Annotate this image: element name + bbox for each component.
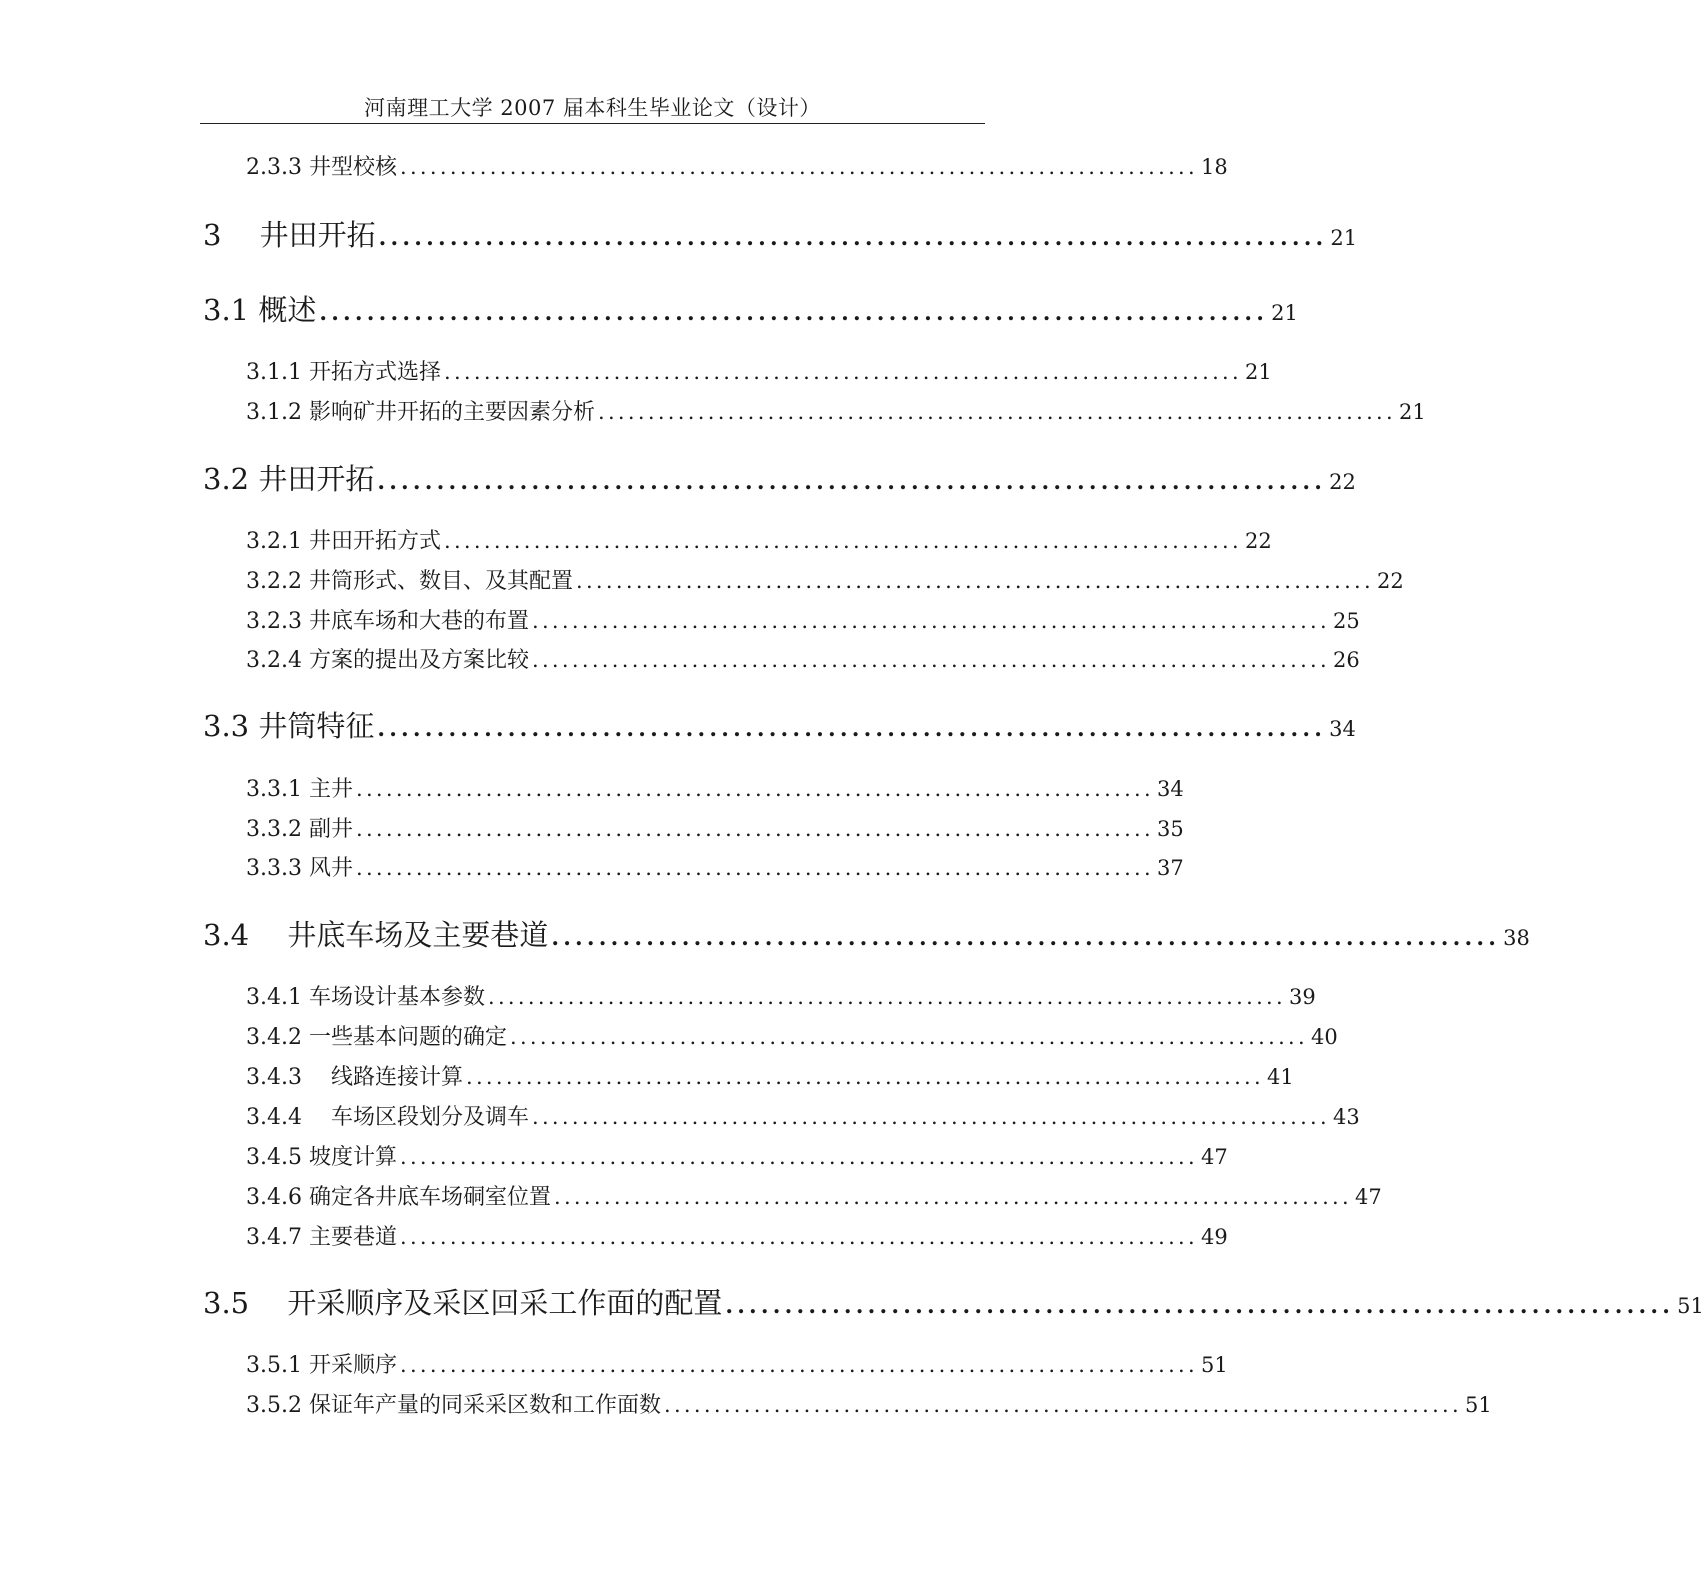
dot-leader: ................................................................................ — [377, 716, 1327, 742]
toc-entry-label: 3.4 井底车场及主要巷道 — [203, 918, 549, 952]
toc-entry[interactable] — [246, 980, 1316, 1011]
dot-leader: ................................................................................ — [378, 225, 1328, 251]
toc-entry-page: 35 — [1157, 817, 1184, 841]
header-rule — [200, 123, 985, 124]
toc-entry-page: 40 — [1311, 1025, 1338, 1049]
toc-entry-label: 2.3.3 井型校核 — [246, 155, 397, 180]
toc-entry-page: 47 — [1201, 1145, 1228, 1169]
toc-entry-label: 3.2.3 井底车场和大巷的布置 — [246, 609, 529, 634]
dot-leader: ................................................................................ — [465, 1065, 1265, 1089]
toc-entry-label: 3 井田开拓 — [203, 218, 376, 252]
toc-entry[interactable] — [246, 1100, 1360, 1131]
toc-entry[interactable] — [246, 150, 1228, 181]
toc-entry-page: 21 — [1330, 226, 1358, 250]
toc-entry-page: 49 — [1201, 1225, 1228, 1249]
dot-leader: ................................................................................ — [443, 529, 1243, 553]
dot-leader: ................................................................................ — [531, 609, 1331, 633]
toc-entry-page: 22 — [1329, 470, 1356, 494]
toc-entry[interactable] — [203, 288, 1298, 329]
toc-entry-label: 3.1.1 开拓方式选择 — [246, 360, 441, 385]
toc-entry-page: 34 — [1329, 717, 1356, 741]
dot-leader: ................................................................................ — [399, 155, 1199, 179]
toc-entry-label: 3.1 概述 — [203, 293, 317, 327]
toc-entry[interactable] — [246, 1060, 1294, 1091]
toc-entry-page: 34 — [1157, 777, 1184, 801]
toc-entry-page: 47 — [1355, 1185, 1382, 1209]
toc-entry-page: 26 — [1333, 648, 1360, 672]
toc-entry[interactable] — [246, 355, 1272, 386]
toc-entry-label: 3.4.4 车场区段划分及调车 — [246, 1105, 529, 1130]
dot-leader: ................................................................................ — [355, 856, 1155, 880]
toc-entry-label: 3.4.1 车场设计基本参数 — [246, 985, 485, 1010]
dot-leader: ................................................................................ — [377, 469, 1327, 495]
dot-leader: ................................................................................ — [597, 400, 1397, 424]
toc-entry[interactable] — [246, 1220, 1228, 1251]
toc-entry-page: 18 — [1201, 155, 1228, 179]
toc-entry-label: 3.2.2 井筒形式、数目、及其配置 — [246, 569, 573, 594]
toc-entry[interactable] — [203, 704, 1356, 745]
toc-entry-label: 3.2 井田开拓 — [203, 462, 375, 496]
toc-entry[interactable] — [246, 604, 1360, 635]
dot-leader: ................................................................................ — [355, 817, 1155, 841]
toc-entry[interactable] — [246, 1140, 1228, 1171]
toc-entry[interactable] — [246, 1348, 1228, 1379]
toc-entry-label: 3.2.1 井田开拓方式 — [246, 529, 441, 554]
toc-entry[interactable] — [203, 913, 1530, 954]
toc-entry[interactable] — [246, 772, 1184, 803]
page-header: 河南理工大学 2007 届本科生毕业论文（设计） — [364, 96, 821, 120]
toc-entry-label: 3.1.2 影响矿井开拓的主要因素分析 — [246, 400, 595, 425]
toc-entry-label: 3.4.5 坡度计算 — [246, 1145, 397, 1170]
toc-entry-label: 3.5 开采顺序及采区回采工作面的配置 — [203, 1286, 723, 1320]
toc-entry-page: 21 — [1271, 301, 1298, 325]
toc-entry[interactable] — [246, 1020, 1338, 1051]
toc-entry[interactable] — [246, 395, 1426, 426]
dot-leader: ................................................................................ — [725, 1293, 1675, 1319]
toc-entry-page: 39 — [1289, 985, 1316, 1009]
toc-entry[interactable] — [246, 524, 1272, 555]
toc-entry-page: 51 — [1201, 1353, 1228, 1377]
toc-entry-page: 22 — [1377, 569, 1404, 593]
toc-entry-page: 51 — [1465, 1393, 1492, 1417]
toc-entry-label: 3.5.2 保证年产量的同采采区数和工作面数 — [246, 1393, 661, 1418]
toc-entry-label: 3.3.2 副井 — [246, 817, 353, 842]
dot-leader: ................................................................................ — [399, 1225, 1199, 1249]
dot-leader: ................................................................................ — [663, 1393, 1463, 1417]
toc-entry[interactable] — [203, 1281, 1704, 1322]
toc-entry-label: 3.3.1 主井 — [246, 777, 353, 802]
toc-entry-page: 43 — [1333, 1105, 1360, 1129]
toc-entry-label: 3.4.7 主要巷道 — [246, 1225, 397, 1250]
dot-leader: ................................................................................ — [355, 777, 1155, 801]
toc-entry-page: 41 — [1267, 1065, 1294, 1089]
toc-entry[interactable] — [246, 564, 1404, 595]
toc-entry[interactable] — [246, 851, 1184, 882]
dot-leader: ................................................................................ — [443, 360, 1243, 384]
toc-entry[interactable] — [246, 1388, 1492, 1419]
toc-entry-label: 3.3.3 风井 — [246, 856, 353, 881]
toc-entry-page: 51 — [1677, 1294, 1704, 1318]
toc-entry-label: 3.4.6 确定各井底车场硐室位置 — [246, 1185, 551, 1210]
toc-entry-label: 3.4.2 一些基本问题的确定 — [246, 1025, 507, 1050]
dot-leader: ................................................................................ — [399, 1145, 1199, 1169]
dot-leader: ................................................................................ — [575, 569, 1375, 593]
toc-entry[interactable] — [246, 643, 1360, 674]
dot-leader: ................................................................................ — [399, 1353, 1199, 1377]
dot-leader: ................................................................................ — [551, 925, 1501, 951]
toc-entry-label: 3.3 井筒特征 — [203, 709, 375, 743]
toc-entry-label: 3.4.3 线路连接计算 — [246, 1065, 463, 1090]
toc-entry-page: 25 — [1333, 609, 1360, 633]
dot-leader: ................................................................................ — [319, 300, 1269, 326]
toc-entry-page: 21 — [1245, 360, 1272, 384]
toc-entry[interactable] — [246, 812, 1184, 843]
toc-entry-page: 38 — [1503, 926, 1530, 950]
toc-entry[interactable] — [203, 213, 1358, 254]
toc-entry[interactable] — [203, 457, 1356, 498]
toc-entry[interactable] — [246, 1180, 1382, 1211]
dot-leader: ................................................................................ — [487, 985, 1287, 1009]
toc-entry-page: 21 — [1399, 400, 1426, 424]
toc-entry-label: 3.2.4 方案的提出及方案比较 — [246, 648, 529, 673]
dot-leader: ................................................................................ — [509, 1025, 1309, 1049]
dot-leader: ................................................................................ — [553, 1185, 1353, 1209]
dot-leader: ................................................................................ — [531, 1105, 1331, 1129]
toc-entry-page: 22 — [1245, 529, 1272, 553]
toc-entry-label: 3.5.1 开采顺序 — [246, 1353, 397, 1378]
toc-entry-page: 37 — [1157, 856, 1184, 880]
dot-leader: ................................................................................ — [531, 648, 1331, 672]
